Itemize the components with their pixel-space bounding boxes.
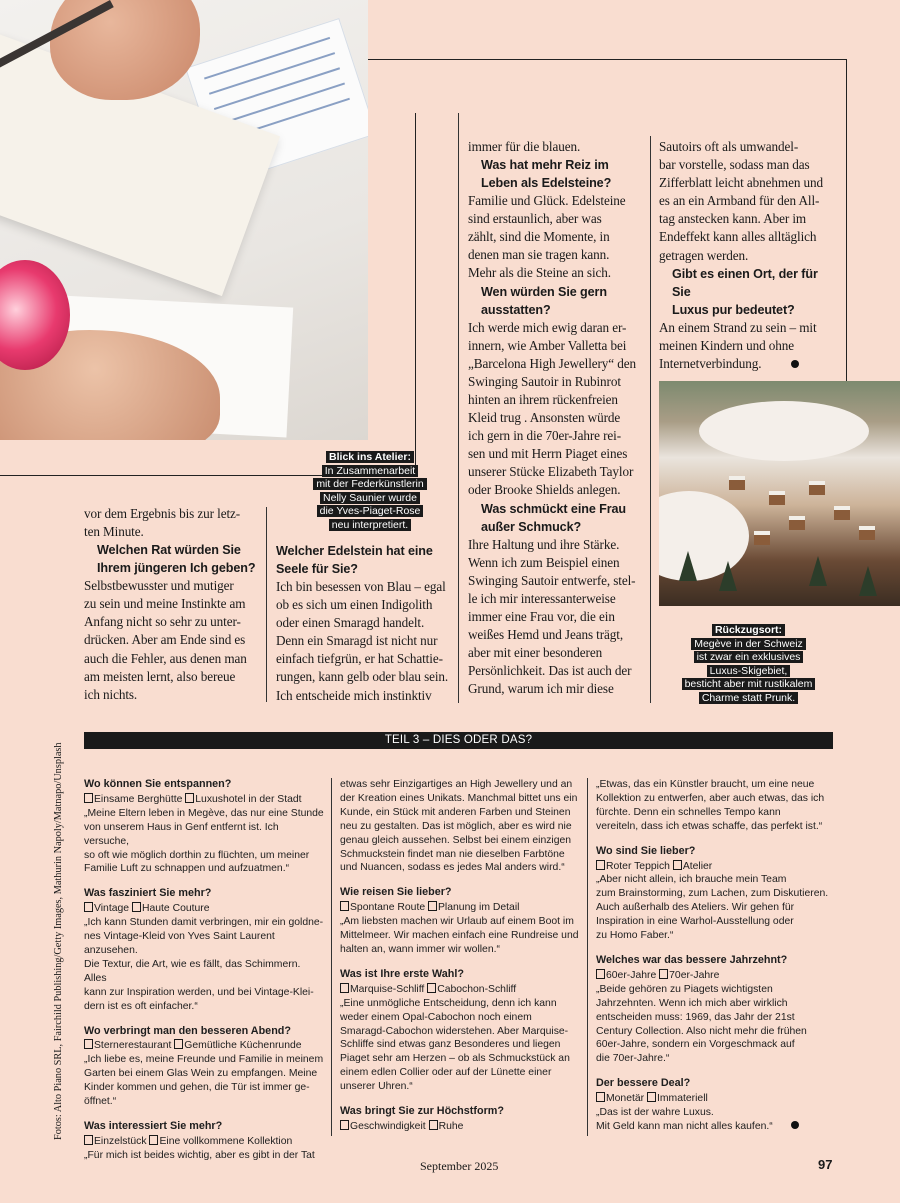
- text-line: sind erstaunlich, aber was: [468, 211, 602, 227]
- text-line: Familie und Glück. Edelsteine: [468, 193, 626, 209]
- caption-line: ist zwar ein exklusives: [694, 651, 804, 663]
- text-line: Denn ein Smaragd ist nicht nur: [276, 633, 438, 649]
- answer-line: die 70er-Jahre.“: [596, 1053, 670, 1065]
- text-line: rungen, kann gelb oder blau sein.: [276, 669, 449, 685]
- text-span: Mit Geld kann man nicht alles kaufen.“: [596, 1120, 773, 1132]
- article-column-3: [468, 138, 648, 698]
- answer-line: öffnet.“: [84, 1096, 117, 1108]
- text-line: es an ein Armband für den All-: [659, 193, 820, 209]
- answer-line: Inspiration in eine Warhol-Ausstellung oder: [596, 916, 794, 928]
- text-line: weißes Hemd und Jeans trägt,: [468, 626, 624, 642]
- text-line: ob es sich um einen Indigolith: [276, 597, 433, 613]
- text-line: denen man sie tragen kann.: [468, 247, 610, 263]
- checkbox-icon: [659, 969, 668, 979]
- option-label: Haute Couture: [141, 903, 210, 915]
- house-graphic: [859, 526, 875, 540]
- text-line: „Barcelona High Jewellery“ den: [468, 355, 636, 371]
- house-graphic: [834, 506, 850, 520]
- checkbox-icon: [84, 1039, 93, 1049]
- option-label: Vintage: [94, 903, 130, 915]
- text-line: auch die Fehler, aus denen man: [84, 650, 247, 666]
- question-line: Luxus pur bedeutet?: [672, 302, 795, 317]
- survey-options: [84, 902, 324, 916]
- answer-line: kann zur Inspiration werden, und bei Vintage-Klei-: [84, 986, 314, 998]
- checkbox-icon: [429, 1120, 438, 1130]
- answer-line: von unserem Haus in Genf entfernt ist. Ich versuche,: [84, 821, 279, 847]
- answer-line: Jahrzehnten. Wenn ich mich aber wirklich: [596, 997, 788, 1009]
- checkbox-icon: [673, 860, 682, 870]
- column-rule: [587, 778, 588, 1136]
- question-line: Wen würden Sie gern: [481, 284, 607, 299]
- text-line: Zifferblatt leicht abnehmen und: [659, 175, 824, 191]
- survey-question: Was bringt Sie zur Höchstform?: [340, 1105, 504, 1118]
- caption-line: besticht aber mit rustikalem: [682, 678, 816, 690]
- column-rule: [650, 136, 651, 703]
- caption-line: mit der Federkünstlerin: [313, 478, 426, 490]
- survey-question: Was interessiert Sie mehr?: [84, 1119, 223, 1132]
- question-line: Leben als Edelsteine?: [481, 176, 612, 191]
- page-number: 97: [818, 1157, 833, 1172]
- column-rule: [266, 507, 267, 702]
- text-line: Selbstbewusster und mutiger: [84, 578, 234, 594]
- option-label: Monetär: [606, 1093, 645, 1105]
- text-line: ich gern in die 70er-Jahre rei-: [468, 428, 621, 444]
- answer-line: fürchte. Denn ein schnelles Tempo kann: [596, 806, 781, 818]
- checkbox-icon: [340, 1120, 349, 1130]
- snow-graphic: [699, 401, 869, 461]
- survey-options: [596, 860, 846, 874]
- tree-graphic: [809, 556, 827, 586]
- caption-atelier: [310, 451, 430, 533]
- option-label: Roter Teppich: [606, 860, 670, 872]
- end-mark-icon: [791, 360, 799, 368]
- caption-line: Megève in der Schweiz: [691, 638, 806, 650]
- answer-line: „Am liebsten machen wir Urlaub auf einem Boot im: [340, 916, 574, 928]
- checkbox-icon: [84, 1135, 93, 1145]
- text-line: Swinging Sautoir entwerfe, stel-: [468, 572, 636, 588]
- question-line: Welchen Rat würden Sie: [97, 543, 241, 558]
- survey-options: [340, 1120, 585, 1134]
- answer-line: vereiteln, dass ich etwas schaffe, das perfekt ist.“: [596, 820, 823, 832]
- answer-line: etwas sehr Einzigartiges an High Jewellery und an: [340, 779, 573, 790]
- question-heading: [84, 541, 262, 577]
- question-line: Welcher Edelstein hat eine: [276, 544, 433, 558]
- survey-question: Was ist Ihre erste Wahl?: [340, 967, 464, 980]
- answer-line: der Kreation eines Unikats. Manchmal bittet uns ein: [340, 792, 578, 804]
- option-label: Marquise-Schliff: [350, 983, 425, 995]
- answer-line: „Für mich ist beides wichtig, aber es gibt in der Tat: [84, 1149, 315, 1161]
- caption-line: Charme statt Prunk.: [699, 692, 798, 704]
- checkbox-icon: [596, 860, 605, 870]
- survey-column-2: [340, 778, 585, 1134]
- question-heading: [468, 500, 648, 536]
- end-mark-icon: [791, 1121, 799, 1129]
- answer-line: Smaragd-Cabochon widerstehen. Aber Marquise-: [340, 1025, 569, 1037]
- option-label: Ruhe: [438, 1120, 464, 1132]
- caption-line: neu interpretiert.: [329, 519, 411, 531]
- text-line: Persönlichkeit. Das ist auch der: [468, 663, 632, 679]
- answer-line: „Beide gehören zu Piagets wichtigsten: [596, 983, 773, 995]
- text-line: Wenn ich zum Beispiel einen: [468, 554, 620, 570]
- text-line: tag anstecken kann. Aber im: [659, 211, 807, 227]
- option-label: Geschwindigkeit: [350, 1120, 426, 1132]
- text-line: getragen werden.: [659, 247, 749, 263]
- question-line: Was schmückt eine Frau: [481, 501, 627, 516]
- frame-right: [846, 59, 847, 381]
- answer-line: halten an, wann immer wir wollen.“: [340, 943, 500, 955]
- answer-line: weder einem Opal-Cabochon noch einem: [340, 1011, 532, 1023]
- text-line: Anfang nicht so sehr zu unter-: [84, 614, 241, 630]
- answer-line: „Eine unmögliche Entscheidung, denn ich kann: [340, 997, 557, 1009]
- text-line: bar vorstelle, sodass man das: [659, 157, 810, 173]
- answer-line: zum Brainstorming, zum Lachen, zum Diskutieren.: [596, 888, 829, 900]
- text-line: le ich mir interessanterweise: [468, 590, 616, 606]
- photo-pen-signing-card: [0, 0, 368, 440]
- frame-left-inner: [415, 113, 416, 475]
- answer-line: Schliffe sind etwas ganz Besonderes und liegen: [340, 1039, 561, 1051]
- text-line: aber mit einer besonderen: [468, 645, 603, 661]
- text-line: am meisten lernt, also bereue: [84, 668, 236, 684]
- text-line: oder einen Smaragd handelt.: [276, 615, 425, 631]
- caption-line: die Yves-Piaget-Rose: [317, 505, 424, 517]
- answer-line: unserer Uhren.“: [340, 1081, 413, 1093]
- caption-line: Nelly Saunier wurde: [320, 492, 420, 504]
- question-line: Seele für Sie?: [276, 562, 358, 576]
- question-line: außer Schmuck?: [481, 519, 582, 534]
- text-line: meinen Kindern und ohne: [659, 337, 795, 353]
- option-label: 60er-Jahre: [606, 969, 657, 981]
- answer-line: Kollektion zu entwerfen, aber auch etwas, das ich: [596, 792, 825, 804]
- checkbox-icon: [647, 1092, 656, 1102]
- answer-line: Schmuckstein findet man nie dieselben Farbtöne: [340, 848, 565, 860]
- checkbox-icon: [428, 901, 437, 911]
- survey-options: [340, 901, 585, 915]
- tree-graphic: [719, 561, 737, 591]
- option-label: Eine vollkommene Kollektion: [159, 1135, 293, 1147]
- answer-line: neu zu gestalten. Das ist möglich, aber es wird nie: [340, 820, 572, 832]
- survey-question: Der bessere Deal?: [596, 1077, 691, 1090]
- checkbox-icon: [84, 902, 93, 912]
- checkbox-icon: [149, 1135, 158, 1145]
- answer-line: zu Homo Faber.“: [596, 930, 674, 942]
- option-label: Immateriell: [657, 1093, 708, 1105]
- text-line: einfach tiefgrün, er hat Schattie-: [276, 651, 443, 667]
- checkbox-icon: [340, 983, 349, 993]
- house-graphic: [789, 516, 805, 530]
- survey-options: [84, 793, 324, 807]
- survey-question: Wo sind Sie lieber?: [596, 844, 696, 857]
- frame-top-right: [368, 59, 846, 60]
- text-line: ich nichts.: [84, 686, 138, 702]
- text-line: zählt, sind die Momente, in: [468, 229, 610, 245]
- survey-column-3: [596, 778, 846, 1134]
- survey-question: Was fasziniert Sie mehr?: [84, 887, 212, 900]
- text-line: Ich bin besessen von Blau – egal: [276, 579, 446, 594]
- text-line: ten Minute.: [84, 524, 144, 540]
- answer-line: dern ist es oft einfacher.“: [84, 1000, 198, 1012]
- option-label: Gemütliche Küchenrunde: [184, 1040, 302, 1052]
- answer-line: und Nuancen, sodass es jedes Mal anders wird.“: [340, 862, 565, 874]
- question-line: Was hat mehr Reiz im: [481, 158, 609, 173]
- text-line: hinten an ihrem rückenfreien: [468, 391, 618, 407]
- text-line: Mehr als die Steine an sich.: [468, 265, 611, 281]
- answer-line: [596, 1120, 846, 1134]
- answer-line: genau gleich aussehen. Selbst bei einem einzigen: [340, 834, 572, 846]
- text-line: innern, wie Amber Valletta bei: [468, 337, 627, 353]
- answer-line: Kinder kommen und gehen, die Tür ist immer ge-: [84, 1082, 310, 1094]
- answer-line: Piaget sehr am Herzen – ob als Schmuckstück an: [340, 1053, 570, 1065]
- tree-graphic: [859, 566, 877, 596]
- answer-line: entscheiden muss: 1969, das Jahr der 21st: [596, 1011, 795, 1023]
- question-heading: [276, 542, 454, 578]
- text-line: immer für die blauen.: [468, 139, 581, 154]
- survey-column-1: [84, 778, 324, 1163]
- survey-question: Wie reisen Sie lieber?: [340, 886, 452, 899]
- answer-line: einem edlen Collier oder auf der Lünette einer: [340, 1067, 552, 1079]
- answer-line: Die Textur, die Art, wie es fällt, das Schimmern. Alles: [84, 958, 301, 984]
- photo-credit: Fotos: Alto Piano SRL, Fairchild Publishing/Getty Images, Mathurin Napoly/Matnapo/Unsplash: [53, 742, 64, 1140]
- question-heading: [468, 156, 648, 192]
- survey-question: Wo verbringt man den besseren Abend?: [84, 1024, 291, 1037]
- answer-line: „Das ist der wahre Luxus.: [596, 1107, 714, 1119]
- answer-line: Kunde, ein Stück mit anderen Farben und Steinen: [340, 806, 571, 818]
- text-line: oder Brooke Shields anlegen.: [468, 482, 621, 498]
- survey-question: Welches war das bessere Jahrzehnt?: [596, 953, 788, 966]
- house-graphic: [769, 491, 785, 505]
- question-line: Ihrem jüngeren Ich geben?: [97, 561, 256, 576]
- caption-title: Rückzugsort:: [712, 624, 785, 636]
- text-span: Internetverbindung.: [659, 355, 762, 371]
- checkbox-icon: [427, 983, 436, 993]
- tree-graphic: [679, 551, 697, 581]
- caption-megeve: [676, 624, 821, 706]
- survey-options: [340, 983, 585, 997]
- house-graphic: [754, 531, 770, 545]
- column-rule: [331, 778, 332, 1136]
- section-heading: TEIL 3 – DIES ODER DAS?: [84, 732, 833, 749]
- answer-line: „Ich kann Stunden damit verbringen, mir ein goldne-: [84, 917, 324, 929]
- column-rule: [458, 113, 459, 703]
- answer-line: Auch außerhalb des Ateliers. Wir gehen für: [596, 902, 795, 914]
- answer-line: Garten bei einem Glas Wein zu empfangen. Meine: [84, 1068, 318, 1080]
- text-line: Ihre Haltung und ihre Stärke.: [468, 536, 620, 552]
- text-line: sen und mit Herrn Piaget eines: [468, 446, 628, 462]
- checkbox-icon: [185, 793, 194, 803]
- text-line: Ich werde mich ewig daran er-: [468, 319, 627, 335]
- answer-line: „Meine Eltern leben in Megève, das nur eine Stunde: [84, 807, 324, 819]
- checkbox-icon: [132, 902, 141, 912]
- answer-line: nes Vintage-Kleid von Yves Saint Laurent anzusehen.: [84, 931, 275, 956]
- checkbox-icon: [174, 1039, 183, 1049]
- hand-graphic: [50, 0, 200, 100]
- text-line: vor dem Ergebnis bis zur letz-: [84, 506, 241, 521]
- text-line: drücken. Aber am Ende sind es: [84, 632, 246, 648]
- answer-line: so oft wie möglich dorthin zu flüchten, um meiner: [84, 849, 310, 861]
- option-label: Planung im Detail: [438, 902, 520, 914]
- option-label: 70er-Jahre: [669, 969, 720, 981]
- text-line: unserer Stücke Elizabeth Taylor: [468, 464, 634, 480]
- caption-line: In Zusammenarbeit: [322, 465, 418, 477]
- checkbox-icon: [340, 901, 349, 911]
- text-line: Sautoirs oft als umwandel-: [659, 139, 799, 154]
- survey-options: [596, 1092, 846, 1106]
- footer-issue: September 2025: [420, 1159, 499, 1173]
- question-heading: [468, 283, 648, 319]
- text-line: immer eine Frau vor, die ein: [468, 608, 615, 624]
- house-graphic: [809, 481, 825, 495]
- question-line: Gibt es einen Ort, der für Sie: [672, 266, 818, 299]
- option-label: Atelier: [682, 860, 713, 872]
- survey-options: [596, 969, 846, 983]
- answer-line: Mittelmeer. Wir machen einfach eine Rundreise und: [340, 930, 579, 942]
- text-line: [659, 355, 839, 373]
- option-label: Einsame Berghütte: [94, 793, 183, 805]
- caption-title: Blick ins Atelier:: [326, 451, 414, 463]
- article-column-4: [659, 138, 839, 373]
- house-graphic: [729, 476, 745, 490]
- text-line: Grund, warum ich mir diese: [468, 681, 614, 697]
- survey-options: [84, 1039, 324, 1053]
- answer-line: 60er-Jahre, sondern ein Vorgeschmack auf: [596, 1039, 795, 1051]
- text-line: Ich entscheide mich instinktiv: [276, 687, 432, 703]
- answer-line: Familie Luft zu schnappen und aufzuatmen.“: [84, 863, 290, 875]
- text-line: An einem Strand zu sein – mit: [659, 319, 817, 335]
- question-heading: [659, 265, 839, 319]
- question-line: ausstatten?: [481, 302, 551, 317]
- caption-line: Luxus-Skigebiet,: [707, 665, 791, 677]
- text-line: zu sein und meine Instinkte am: [84, 596, 246, 612]
- text-line: Swinging Sautoir in Rubinrot: [468, 373, 621, 389]
- photo-snowy-alpine-village: [659, 381, 900, 606]
- checkbox-icon: [596, 969, 605, 979]
- answer-line: „Etwas, das ein Künstler braucht, um eine neue: [596, 779, 815, 790]
- option-label: Einzelstück: [94, 1135, 147, 1147]
- answer-line: Century Collection. Also nicht mehr die frühen: [596, 1025, 807, 1037]
- article-column-1: [84, 505, 262, 704]
- text-line: Kleid trug . Ansonsten würde: [468, 410, 621, 426]
- answer-line: „Ich liebe es, meine Freunde und Familie in meinem: [84, 1054, 324, 1066]
- checkbox-icon: [84, 793, 93, 803]
- option-label: Sternerestaurant: [94, 1040, 172, 1052]
- text-line: Endeffekt kann alles alltäglich: [659, 229, 817, 245]
- checkbox-icon: [596, 1092, 605, 1102]
- option-label: Spontane Route: [350, 902, 426, 914]
- article-column-2: [276, 542, 454, 705]
- survey-question: Wo können Sie entspannen?: [84, 778, 232, 790]
- option-label: Cabochon-Schliff: [437, 983, 517, 995]
- option-label: Luxushotel in der Stadt: [195, 793, 302, 805]
- answer-line: „Aber nicht allein, ich brauche mein Team: [596, 874, 787, 886]
- survey-options: [84, 1135, 324, 1149]
